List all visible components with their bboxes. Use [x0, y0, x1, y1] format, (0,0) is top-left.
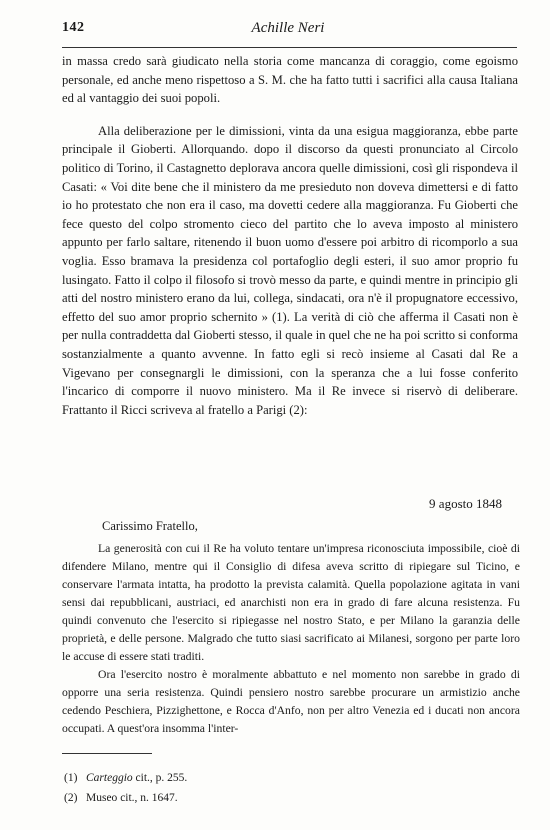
body-paragraph-1: in massa credo sarà giudicato nella storia come mancanza di coraggio, come egoismo personale, ed anche meno rispettoso a S. M. che ha fatto tutti i sacrifici alla causa Italiana ed al vantaggio dei suoi popoli. — [62, 54, 518, 106]
header-rule — [62, 47, 517, 48]
footnote-2 — [64, 788, 187, 808]
letter-date: 9 agosto 1848 — [429, 496, 502, 511]
footnote-1-ref: cit., p. 255. — [135, 772, 188, 784]
footnote-1-mark: (1) — [64, 772, 78, 784]
footnote-1 — [64, 768, 187, 788]
footnote-2-title: Museo — [86, 792, 118, 804]
footnote-2-ref: cit., n. 1647. — [120, 792, 178, 804]
footnote-2-mark: (2) — [64, 792, 78, 804]
footnote-rule — [62, 753, 152, 754]
letter-body — [62, 540, 520, 738]
letter-salutation: Carissimo Fratello, — [102, 519, 198, 533]
letter-paragraph-2: Ora l'esercito nostro è moralmente abbattuto e nel momento non sarebbe in grado di opporre una seria resistenza. Quindi pensiero nostro sarebbe procurare un armistizio anche cedendo Peschiera, Pizzighettone, e Rocca d'Anfo, non per altro Venezia ed i ducati non ancora occupati. A quest'ora insomma l'inter- — [62, 668, 520, 735]
footnote-1-title: Carteggio — [86, 772, 133, 784]
page-number: 142 — [62, 20, 85, 35]
page-header — [62, 20, 514, 40]
running-head: Achille Neri — [251, 20, 325, 36]
letter-paragraph-1: La generosità con cui il Re ha voluto tentare un'impresa riconosciuta impossibile, cioè di difendere Milano, mentre qui il Consiglio di difesa aveva scritto di ripiegare sul Ticino, e conservare l'armata intatta, ha prodotto la prevista calamità. Quella popolazione agitata in vani sensi dai repubblicani, austriaci, ed anarchisti non era in grado di fare alcuna resistenza. Fu quindi convenuto che l'esercito si ripiegasse nel nostro Stato, e per Milano la garanzia delle proprietà, e delle persone. Malgrado che tutto siasi sacrificato ai Milanesi, sorgono per parte loro le accuse di essere stati traditi. — [62, 542, 520, 663]
body-paragraph-2: Alla deliberazione per le dimissioni, vinta da una esigua maggioranza, ebbe parte principale il Gioberti. Allorquando. dopo il discorso da questi pronunciato al Circolo politico di Torino, il Castagnetto deplorava ancora quelle dimissioni, così gli rispondeva il Casati: « Voi dite bene che il ministero da me presieduto non doveva dimettersi e di fatto io ho protestato che non era il caso, ma dovetti cedere alla maggioranza. Fu Gioberti che fece questo del colpo stromento cieco del partito che lo aveva imposto al ministero appunto per farlo saltare, ritenendo il buon uomo d'essere poi arbitro di ricomporlo a sua voglia. Esso bramava la presidenza col portafoglio degli esteri, il suo amor proprio fu lusingato. Fatto il colpo il filosofo si trovò messo da parte, e quindi mentre in principio gli atti del nostro ministero erano da lui, collega, sindacati, ora n'è il propugnatore eccessivo, effetto del suo amor proprio schernito » (1). La verità di ciò che afferma il Casati non è per nulla contraddetta dal Gioberti stesso, il quale in quel che ne ha poi scritto si conforma sostanzialmente a quanto avvenne. In fatto egli si recò insieme al Casati dal Re a Vigevano per consegnargli le dimissioni, con la speranza che a lui fosse conferito l'incarico di comporre il nuovo ministero. Ma il Re invece si riservò di deliberare. Frattanto il Ricci scriveva al fratello a Parigi (2): — [62, 123, 518, 417]
footnotes — [64, 768, 187, 808]
main-text — [62, 52, 518, 419]
